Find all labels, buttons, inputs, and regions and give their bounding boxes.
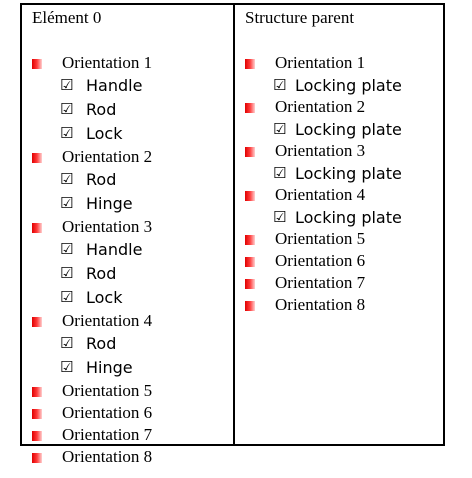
orientation-row — [235, 295, 443, 317]
orientation-label: Orientation 6 — [62, 403, 153, 422]
checked-box-icon: ☑ — [60, 240, 74, 258]
orientation-label: Orientation 1 — [62, 53, 153, 72]
orientation-label: Orientation 7 — [275, 273, 366, 292]
orientation-label: Orientation 7 — [62, 425, 153, 444]
red-square-bullet-icon — [245, 191, 255, 201]
red-square-bullet-icon — [32, 409, 42, 419]
orientation-label: Orientation 3 — [275, 141, 366, 160]
part-row — [235, 119, 443, 141]
orientation-row — [22, 147, 233, 169]
checked-box-icon: ☑ — [60, 264, 74, 282]
red-square-bullet-icon — [32, 317, 42, 327]
red-square-bullet-icon — [245, 59, 255, 69]
red-square-bullet-icon — [245, 147, 255, 157]
checked-box-icon: ☑ — [60, 334, 74, 352]
part-row — [235, 207, 443, 229]
red-square-bullet-icon — [32, 431, 42, 441]
orientation-row — [235, 141, 443, 163]
part-row — [22, 263, 233, 285]
orientation-label: Orientation 1 — [275, 53, 366, 72]
red-square-bullet-icon — [32, 453, 42, 463]
part-row — [22, 357, 233, 379]
part-row — [22, 193, 233, 215]
part-label: Hinge — [86, 358, 133, 377]
checked-box-icon: ☑ — [60, 170, 74, 188]
orientation-label: Orientation 2 — [275, 97, 366, 116]
part-row — [235, 163, 443, 185]
orientation-label: Orientation 5 — [275, 229, 366, 248]
orientation-row — [22, 311, 233, 333]
part-label: Locking plate — [295, 76, 402, 95]
right-column — [235, 5, 443, 444]
part-label: Handle — [86, 76, 143, 95]
part-row — [22, 333, 233, 355]
orientation-label: Orientation 8 — [275, 295, 366, 314]
orientation-row — [235, 273, 443, 295]
red-square-bullet-icon — [245, 257, 255, 267]
orientation-row — [22, 217, 233, 239]
right-column-header: Structure parent — [245, 8, 355, 27]
orientation-label: Orientation 2 — [62, 147, 153, 166]
orientation-table — [20, 3, 445, 466]
part-row — [22, 287, 233, 309]
checked-box-icon: ☑ — [60, 100, 74, 118]
part-row — [22, 239, 233, 261]
orientation-row — [22, 425, 233, 447]
orientation-label: Orientation 6 — [275, 251, 366, 270]
part-row — [22, 169, 233, 191]
orientation-row — [22, 381, 233, 403]
orientation-label: Orientation 3 — [62, 217, 153, 236]
part-label: Lock — [86, 288, 123, 307]
checked-box-icon: ☑ — [60, 194, 74, 212]
part-label: Hinge — [86, 194, 133, 213]
orientation-row — [235, 251, 443, 273]
orientation-label: Orientation 4 — [275, 185, 366, 204]
red-square-bullet-icon — [32, 153, 42, 163]
part-label: Rod — [86, 334, 117, 353]
checked-box-icon: ☑ — [273, 76, 287, 94]
red-square-bullet-icon — [245, 103, 255, 113]
part-label: Rod — [86, 100, 117, 119]
checked-box-icon: ☑ — [273, 120, 287, 138]
orientation-row — [235, 185, 443, 207]
red-square-bullet-icon — [32, 387, 42, 397]
part-label: Locking plate — [295, 164, 402, 183]
orientation-label: Orientation 8 — [62, 447, 153, 466]
checked-box-icon: ☑ — [273, 164, 287, 182]
orientation-row — [22, 53, 233, 75]
part-row — [22, 99, 233, 121]
part-label: Locking plate — [295, 120, 402, 139]
orientation-row — [235, 229, 443, 251]
part-label: Rod — [86, 170, 117, 189]
checked-box-icon: ☑ — [60, 76, 74, 94]
orientation-row — [22, 447, 233, 469]
red-square-bullet-icon — [245, 279, 255, 289]
part-row — [22, 75, 233, 97]
checked-box-icon: ☑ — [273, 208, 287, 226]
red-square-bullet-icon — [32, 59, 42, 69]
left-column-header: Elément 0 — [32, 8, 102, 27]
part-label: Handle — [86, 240, 143, 259]
orientation-row — [235, 97, 443, 119]
orientation-label: Orientation 4 — [62, 311, 153, 330]
red-square-bullet-icon — [32, 223, 42, 233]
orientation-label: Orientation 5 — [62, 381, 153, 400]
orientation-row — [235, 53, 443, 75]
left-column — [22, 5, 235, 466]
part-row — [235, 75, 443, 97]
part-label: Lock — [86, 124, 123, 143]
part-label: Locking plate — [295, 208, 402, 227]
orientation-row — [22, 403, 233, 425]
checked-box-icon: ☑ — [60, 124, 74, 142]
part-row — [22, 123, 233, 145]
red-square-bullet-icon — [245, 235, 255, 245]
part-label: Rod — [86, 264, 117, 283]
checked-box-icon: ☑ — [60, 288, 74, 306]
checked-box-icon: ☑ — [60, 358, 74, 376]
red-square-bullet-icon — [245, 301, 255, 311]
